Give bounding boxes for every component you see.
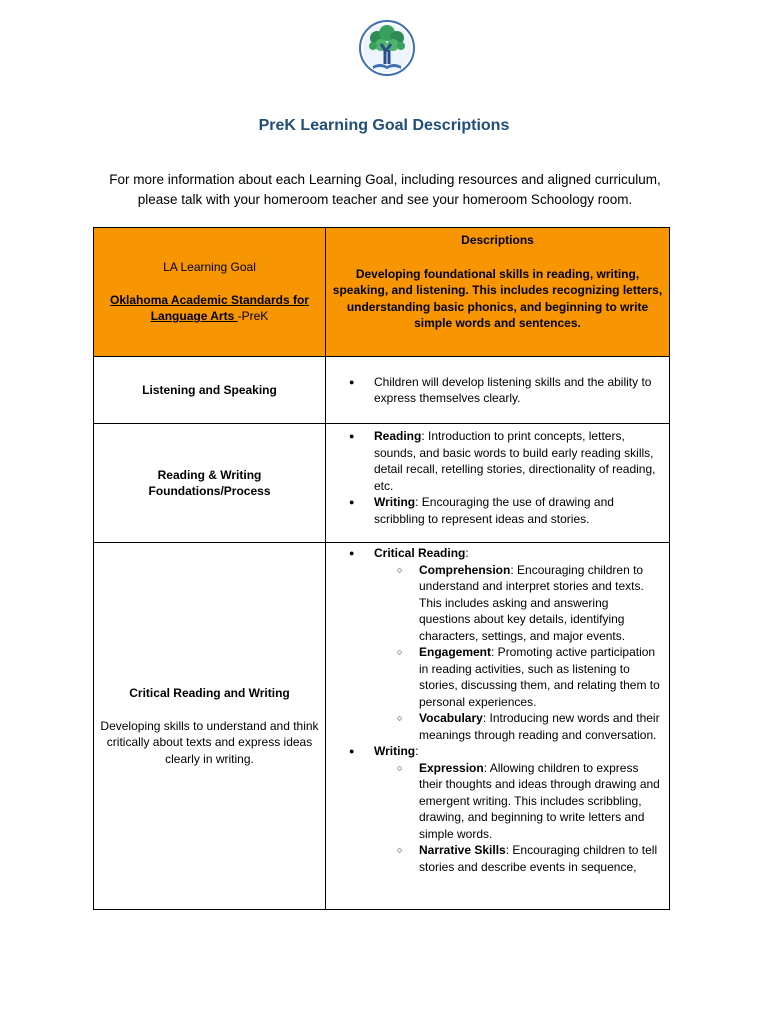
sub-list-item (419, 644, 663, 710)
sub-bullet-lead: Expression (419, 760, 484, 775)
sub-bullet-text: : Introducing new words and their meanings through reading and conversation. (419, 711, 660, 742)
goal-label: Listening and Speaking (142, 382, 277, 397)
list-item (374, 494, 663, 527)
standard-link[interactable]: Oklahoma Academic Standards for Language Arts (110, 292, 309, 324)
bullet-lead: Writing (374, 495, 416, 509)
sub-bullet-list (374, 562, 663, 744)
intro-paragraph: For more information about each Learning Goal, including resources and aligned curriculum, please talk with your homeroom teacher and see your homeroom Schoology room. (109, 172, 661, 207)
sub-list-item (419, 562, 663, 645)
page-title: PreK Learning Goal Descriptions (258, 117, 510, 134)
goal-label: Critical Reading and Writing (129, 686, 290, 700)
table-row (94, 357, 670, 424)
bullet-text: : Encouraging the use of drawing and scribbling to represent ideas and stories. (374, 495, 614, 526)
description-cell (326, 357, 670, 424)
goal-cell (94, 357, 326, 424)
sub-bullet-list (374, 760, 663, 876)
sub-list-item (419, 760, 663, 843)
sub-bullet-text: : Encouraging children to understand and interpret stories and texts. This includes asking and answering questions about key details, identifying characters, settings, and major events. (419, 562, 644, 643)
sub-bullet-text: : Allowing children to express their thoughts and ideas through drawing and emergent writing. This includes scribbling, drawing, and beginning to write letters and simple words. (419, 760, 660, 841)
bullet-list (332, 545, 663, 875)
sub-list-item (419, 842, 663, 875)
sub-bullet-lead: Vocabulary (419, 711, 483, 725)
list-item (374, 545, 663, 743)
list-item (374, 428, 663, 494)
standard-suffix: -PreK (237, 309, 269, 324)
bullet-list (332, 374, 663, 407)
sub-bullet-text: : Encouraging children to tell stories and describe events in sequence, (419, 843, 658, 874)
table-header-row (94, 228, 670, 357)
bullet-list (332, 428, 663, 527)
list-item (374, 743, 663, 875)
goal-description: Developing skills to understand and think critically about texts and express ideas clearly in writing. (100, 718, 319, 766)
description-cell (326, 543, 670, 910)
description-cell (326, 424, 670, 543)
header-description-cell (326, 228, 670, 357)
sub-bullet-text: : Promoting active participation in reading activities, such as listening to stories, discussing them, and relating them to personal experiences. (419, 645, 660, 709)
header-descriptions-body: Developing foundational skills in reading, writing, speaking, and listening. This includes recognizing letters, understanding basic phonics, and beginning to write simple words and sentences. (332, 266, 663, 330)
standard-reference (100, 292, 319, 325)
bullet-suffix: : (415, 744, 419, 758)
bullet-text: Children will develop listening skills and the ability to express themselves clearly. (374, 374, 652, 405)
sub-bullet-lead: Comprehension (419, 562, 511, 577)
learning-goals-table (93, 227, 670, 910)
sub-bullet-lead: Narrative Skills (419, 843, 506, 857)
header-goal-cell (94, 228, 326, 357)
bullet-lead: Writing (374, 744, 416, 758)
bullet-text: : Introduction to print concepts, letters, sounds, and basic words to build early reading skills, detail recall, retelling stories, directionality of reading, etc. (374, 429, 656, 493)
list-item (374, 374, 663, 407)
bullet-lead: Critical Reading (374, 546, 466, 560)
table-row (94, 424, 670, 543)
tree-book-logo-icon (355, 20, 419, 80)
header-descriptions-title: Descriptions (461, 233, 534, 247)
goal-label: Reading & Writing Foundations/Process (148, 467, 271, 498)
table-row (94, 543, 670, 910)
goal-cell (94, 543, 326, 910)
sub-bullet-lead: Engagement (419, 645, 492, 659)
bullet-lead: Reading (374, 429, 422, 443)
header-goal-label: LA Learning Goal (163, 260, 256, 275)
sub-list-item (419, 710, 663, 743)
goal-cell (94, 424, 326, 543)
bullet-suffix: : (465, 546, 469, 560)
